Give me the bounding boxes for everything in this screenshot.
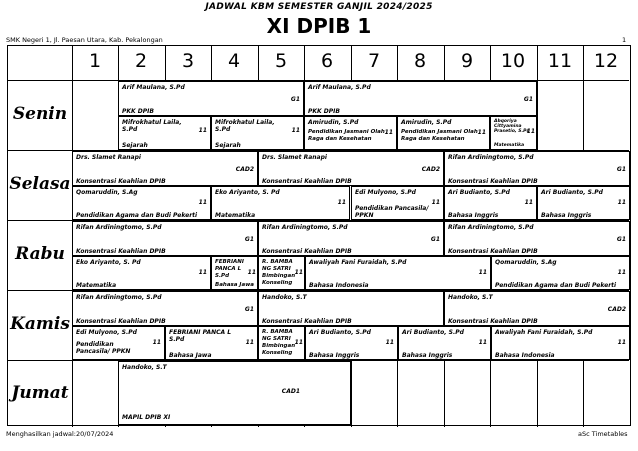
subject-label: Konsentrasi Keahlian DPIB [262, 178, 352, 185]
teacher-name: Awaliyah Fani Furaidah, S.Pd [495, 329, 593, 336]
lesson-cell[interactable] [305, 326, 398, 360]
subject-label: Bahasa Indonesia [495, 352, 555, 359]
teacher-name: Rifan Ardiningtomo, S.Pd [448, 154, 534, 161]
room-label: G1 [430, 236, 440, 243]
period-number: 7 [367, 50, 381, 72]
school-address: SMK Negeri 1, Jl. Paesan Utara, Kab. Pekalongan [6, 36, 163, 44]
subject-label: Bahasa Indonesia [309, 282, 369, 289]
room-label: 11 [431, 199, 440, 206]
lesson-cell[interactable] [72, 151, 258, 186]
lesson-cell[interactable] [118, 116, 211, 150]
lesson-cell[interactable] [491, 326, 630, 360]
period-number: 5 [274, 50, 288, 72]
lesson-cell[interactable] [258, 221, 444, 256]
lesson-cell[interactable] [444, 186, 537, 220]
subject-label: Bahasa Inggris [448, 212, 499, 219]
room-label: CAD2 [421, 166, 440, 173]
teacher-name: Rifan Ardiningtomo, S.Pd [76, 224, 162, 231]
lesson-cell[interactable] [258, 326, 305, 360]
day-label-rabu: Rabu [15, 244, 65, 264]
teacher-name: Eko Ariyanto, S. Pd [215, 189, 280, 196]
lesson-cell[interactable] [398, 326, 491, 360]
teacher-name: Amirudin, S.Pd [401, 119, 452, 126]
period-number: 12 [593, 50, 619, 72]
room-label: CAD2 [607, 306, 626, 313]
period-number: 9 [460, 50, 474, 72]
teacher-name: Ari Budianto, S.Pd [402, 329, 464, 336]
teacher-name: R. BAMBA NG SATRI [262, 329, 293, 342]
teacher-name: Handoko, S.T [448, 294, 493, 301]
teacher-name: Awaliyah Fani Furaidah, S.Pd [309, 259, 407, 266]
room-label: 11 [198, 199, 207, 206]
lesson-cell[interactable] [165, 326, 258, 360]
subject-label: Konsentrasi Keahlian DPIB [76, 178, 166, 185]
lesson-cell[interactable] [490, 116, 537, 150]
period-number: 4 [227, 50, 241, 72]
subject-label: Konsentrasi Keahlian DPIB [76, 318, 166, 325]
lesson-cell[interactable] [537, 186, 630, 220]
teacher-name: FEBRIANI PANCA L S.Pd [169, 329, 232, 343]
lesson-cell[interactable] [258, 256, 305, 290]
subject-label: Sejarah [215, 142, 241, 149]
teacher-name: Arif Maulana, S.Pd [308, 84, 371, 91]
room-label: 11 [247, 269, 256, 276]
room-label: 11 [617, 269, 626, 276]
room-label: 11 [294, 269, 303, 276]
subject-label: Bahasa Inggris [402, 352, 453, 359]
teacher-name: Eko Ariyanto, S. Pd [76, 259, 141, 266]
room-label: 11 [524, 199, 533, 206]
subject-label: Pendidikan Agama dan Budi Pekerti [495, 282, 617, 289]
teacher-name: Rifan Ardiningtomo, S.Pd [76, 294, 162, 301]
teacher-name: Edi Mulyono, S.Pd [355, 189, 416, 196]
subject-label: MAPIL DPIB XI [122, 414, 171, 421]
room-label: CAD2 [235, 166, 254, 173]
room-label: 11 [384, 129, 393, 136]
lesson-cell[interactable] [72, 291, 258, 326]
teacher-name: Mifrokhatul Laila, S.Pd [122, 119, 182, 133]
teacher-name: Qomaruddin, S.Ag [495, 259, 557, 266]
subject-label: Matematika [494, 143, 525, 148]
lesson-cell[interactable] [211, 186, 350, 220]
subject-label: Matematika [215, 212, 256, 219]
subject-label: Konsentrasi Keahlian DPIB [448, 248, 538, 255]
subject-label: Bahasa Inggris [309, 352, 360, 359]
teacher-name: Ari Budianto, S.Pd [541, 189, 603, 196]
room-label: 11 [337, 199, 346, 206]
teacher-name: Amirudin, S.Pd [308, 119, 359, 126]
subject-label: Pendidikan Pancasila/ PPKN [76, 341, 131, 355]
subject-label: Pendidikan Pancasila/ PPKN [355, 205, 429, 219]
day-label-selasa: Selasa [9, 174, 71, 194]
teacher-name: FEBRIANI PANCA L S.Pd [215, 259, 244, 279]
teacher-name: Handoko, S.T [122, 364, 167, 371]
room-label: 11 [477, 129, 486, 136]
lesson-cell[interactable] [72, 256, 211, 290]
teacher-name: Rifan Ardiningtomo, S.Pd [262, 224, 348, 231]
subject-label: PKK DPIB [122, 108, 154, 115]
lesson-cell[interactable] [397, 116, 490, 150]
room-label: 11 [385, 339, 394, 346]
period-number: 1 [88, 50, 102, 72]
subject-label: Bimbingan Konseling [262, 343, 296, 356]
room-label: 11 [291, 127, 300, 134]
teacher-name: Abqoriya Cittyamina Prasetio, S.Pd [494, 119, 530, 134]
period-number: 8 [413, 50, 427, 72]
lesson-cell[interactable] [444, 291, 630, 326]
subject-label: Bahasa Jawa [169, 352, 212, 359]
room-label: CAD1 [281, 388, 300, 395]
room-label: 11 [617, 199, 626, 206]
lesson-cell[interactable] [72, 221, 258, 256]
subject-label: Sejarah [122, 142, 148, 149]
subject-label: PKK DPIB [308, 108, 340, 115]
lesson-cell[interactable] [118, 81, 304, 116]
page-number: 1 [622, 36, 627, 44]
subject-label: Bahasa Inggris [541, 212, 592, 219]
subject-label: Pendidikan Jasmani Olah Raga dan Kesehatan [401, 129, 478, 142]
room-label: 11 [617, 339, 626, 346]
subject-label: Konsentrasi Keahlian DPIB [76, 248, 166, 255]
lesson-cell[interactable] [118, 361, 351, 425]
teacher-name: Handoko, S.T [262, 294, 307, 301]
lesson-cell[interactable] [258, 151, 444, 186]
subject-label: Bimbingan Konseling [262, 273, 296, 286]
schedule-title: JADWAL KBM SEMESTER GANJIL 2024/2025 [205, 2, 433, 12]
period-number: 3 [181, 50, 195, 72]
room-label: 11 [198, 269, 207, 276]
day-label-jumat: Jumat [11, 383, 69, 403]
period-number: 2 [134, 50, 148, 72]
room-label: G1 [616, 166, 626, 173]
lesson-cell[interactable] [72, 326, 165, 360]
teacher-name: Arif Maulana, S.Pd [122, 84, 185, 91]
subject-label: Matematika [76, 282, 117, 289]
lesson-cell[interactable] [72, 186, 211, 220]
room-label: 11 [152, 339, 161, 346]
teacher-name: Ari Budianto, S.Pd [309, 329, 371, 336]
room-label: 11 [294, 339, 303, 346]
room-label: G1 [523, 96, 533, 103]
day-label-senin: Senin [12, 104, 68, 124]
teacher-name: Edi Mulyono, S.Pd [76, 329, 137, 336]
subject-label: Konsentrasi Keahlian DPIB [448, 318, 538, 325]
lesson-cell[interactable] [444, 151, 630, 186]
period-number: 11 [547, 50, 573, 72]
subject-label: Konsentrasi Keahlian DPIB [262, 318, 352, 325]
teacher-name: Drs. Slamet Ranapi [76, 154, 141, 161]
day-label-kamis: Kamis [10, 314, 70, 334]
room-label: 11 [245, 339, 254, 346]
timetable-grid [7, 45, 631, 426]
subject-label: Bahasa Jawa [215, 282, 254, 288]
lesson-cell[interactable] [258, 291, 444, 326]
generated-date: Menghasilkan jadwal:20/07/2024 [6, 430, 114, 438]
software-credit: aSc Timetables [578, 430, 628, 438]
room-label: 11 [478, 269, 487, 276]
teacher-name: Ari Budianto, S.Pd [448, 189, 510, 196]
lesson-cell[interactable] [491, 256, 630, 290]
room-label: G1 [290, 96, 300, 103]
room-label: 11 [478, 339, 487, 346]
subject-label: Konsentrasi Keahlian DPIB [448, 178, 538, 185]
period-number: 10 [500, 50, 526, 72]
subject-label: Pendidikan Jasmani Olah Raga dan Kesehatan [308, 129, 385, 142]
lesson-cell[interactable] [211, 116, 304, 150]
lesson-cell[interactable] [444, 221, 630, 256]
teacher-name: Drs. Slamet Ranapi [262, 154, 327, 161]
lesson-cell[interactable] [351, 186, 444, 220]
subject-label: Pendidikan Agama dan Budi Pekerti [76, 212, 198, 219]
room-label: 11 [526, 128, 535, 135]
teacher-name: Mifrokhatul Laila, S.Pd [215, 119, 275, 133]
teacher-name: R. BAMBA NG SATRI [262, 259, 293, 272]
room-label: 11 [198, 127, 207, 134]
period-number: 6 [320, 50, 334, 72]
lesson-cell[interactable] [304, 81, 537, 116]
room-label: G1 [616, 236, 626, 243]
teacher-name: Qomaruddin, S.Ag [76, 189, 138, 196]
room-label: G1 [244, 236, 254, 243]
lesson-cell[interactable] [305, 256, 491, 290]
lesson-cell[interactable] [211, 256, 258, 290]
subject-label: Konsentrasi Keahlian DPIB [262, 248, 352, 255]
room-label: G1 [244, 306, 254, 313]
teacher-name: Rifan Ardiningtomo, S.Pd [448, 224, 534, 231]
lesson-cell[interactable] [304, 116, 397, 150]
class-name: XI DPIB 1 [266, 14, 372, 38]
